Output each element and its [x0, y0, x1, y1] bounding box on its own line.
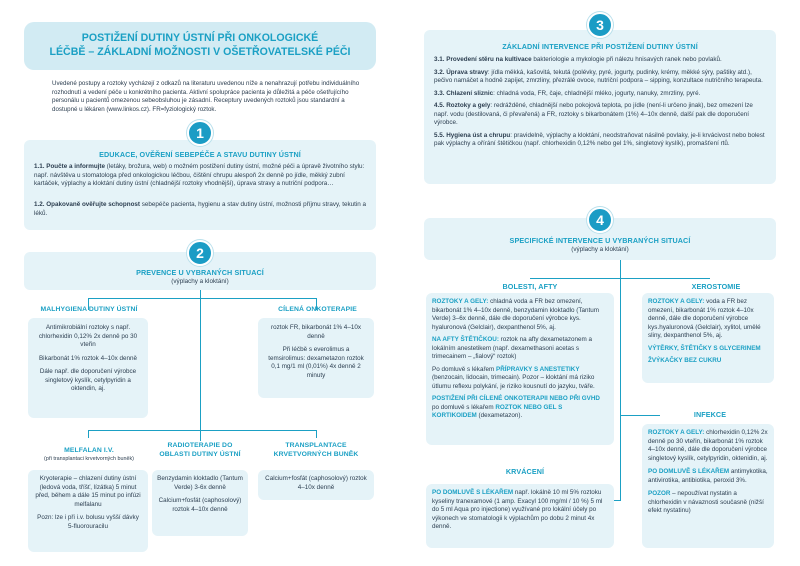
- bolesti-title: BOLESTI, AFTY: [502, 282, 558, 291]
- melfalan-item: Pozn: lze i při i.v. bolusu vyšší dávky 5-fluorouracilu: [37, 514, 139, 530]
- bolesti-p3: Po domluvě s lékařem PŘÍPRAVKY S ANESTETIKY (benzocain, lidocain, trimecain). Pozor – kloktání má riziko útlumu reflexu polykání, je riziko kousnutí do jazyku, tváře.: [432, 365, 595, 390]
- xerostomie-p3: ŽVÝKAČKY BEZ CUKRU: [648, 357, 722, 364]
- connector: [620, 415, 660, 416]
- connector: [200, 290, 201, 430]
- cilena-title: CÍLENÁ ONKOTERAPIE: [278, 306, 357, 313]
- malhygiena-box: [28, 318, 148, 418]
- section-2-title: PREVENCE U VYBRANÝCH SITUACÍ: [136, 268, 264, 277]
- section-3-item: 5.5. Hygiena úst a chrupu: pravidelně, výplachy a kloktání, neodstraňovat násilně povlaky, je-li krvácivost nebo bolest pak výplachy a ořírání štětičkou (např. chlorhexidin 0,12% nebo gel 1%, singletový kyslík), promašťení rtů.: [434, 131, 765, 147]
- krvaceni-title: KRVÁCENÍ: [505, 467, 545, 476]
- infekce-p2: PO DOMLUVĚ S LÉKAŘEM antimykotika, antivirotika, antibiotika, peroxid 3%.: [648, 468, 768, 484]
- infekce-p3: POZOR – nepoužívat nystatin a chlorhexidin v návaznosti současně (nižší efekt nystatinu): [648, 490, 764, 514]
- connector: [316, 430, 317, 438]
- section-3-item: 3.2. Úprava stravy: jídla měkká, kašovitá, tekutá (polévky, pyré, jogurty, pudinky, krémy, měkké sýry, paštiky atd.), pečivo namáčet a hodně zapíjet, zmrzliny, přezrálé ovoce, nutriční podpora – sipping, konzultace nutričního terapeuta.: [434, 68, 763, 84]
- cilena-item: roztok FR, bikarbonát 1% 4–10x denně: [271, 324, 361, 340]
- krvaceni-box: PO DOMLUVĚ S LÉKAŘEM např. lokálně 10 ml 5% roztoku kyseliny tranexamové (1 amp. Exacyl 100 mg/ml / 10 %) 5 ml do 5 ml Aqua pro injectione) využívané pro lokální účely po výkonech ve stomatologii k výplachům po dobu 2 minut 4x denně.: [426, 484, 614, 548]
- section-1-p1: 1.1. Poučte a informujte (letáky, brožura, web) o možném postižení dutiny ústní, možné péči a úpravě životního stylu: např. návštěva u stomatologa před onkologickou léčbou, čištění chrupu alespoň 2x denně po jídle, měkký zubní kartáček, výplachy a kloktání dutiny ústní (chladnější roztoky vhodnější), úprava stravy a nutriční podpora…: [34, 163, 365, 187]
- radioterapie-item: Benzydamin kloktadlo (Tantum Verde) 3-6x denně: [157, 475, 243, 491]
- malhygiena-item: Dále např. dle doporučení výrobce singletový kyslík, cetylpyridin a oktendin, aj.: [39, 368, 137, 392]
- melfalan-box: [28, 470, 148, 552]
- cilena-box: [258, 318, 374, 398]
- radioterapie-item: Calcium+fosfát (caphosolový) roztok 4–10x denně: [158, 497, 242, 513]
- connector: [88, 430, 316, 431]
- section-3-item: 3.1. Provedení stěru na kultivace bakteriologie a mykologie při nálezu hnisavých ranek nebo povlaků.: [434, 56, 722, 63]
- section-2-subtitle: (výplachy a kloktání): [171, 278, 229, 285]
- section-4-number: 4: [587, 207, 613, 233]
- melfalan-subtitle: (při transplantaci krvetvorných buněk): [44, 456, 134, 462]
- infekce-p1: ROZTOKY A GELY: chlorhexidin 0,12% 2x denně po 30 vteřin, bikarbonát 1% roztok 4–10x denně, dále dle doporučení výrobce singletový kyslík, cetylpyridin, oktenidin, aj.: [648, 429, 768, 462]
- melfalan-title: MELFALAN I.V.: [64, 447, 114, 454]
- page-title: POSTIŽENÍ DUTINY ÚSTNÍ PŘI ONKOLOGICKÉ LÉČBĚ – ZÁKLADNÍ MOŽNOSTI V OŠETŘOVATELSKÉ PÉČI: [49, 32, 351, 58]
- section-3-title: ZÁKLADNÍ INTERVENCE PŘI POSTIŽENÍ DUTINY ÚSTNÍ: [502, 42, 698, 51]
- section-1-title: EDUKACE, OVĚŘENÍ SEBEPÉČE A STAVU DUTINY ÚSTNÍ: [99, 150, 301, 159]
- malhygiena-item: Bikarbonát 1% roztok 4–10x denně: [38, 354, 138, 362]
- xerostomie-p1: ROZTOKY A GELY: voda a FR bez omezení, bikarbonát 1% roztok 4–10x denně, dále dle doporučení výrobce kys.hyaluronová (Gelclair), xylitol, umělé sliny, dexpanthenol 5%, aj.: [648, 298, 761, 339]
- transplantace-item: Calcium+fosfát (caphosolový) roztok 4–10x denně: [265, 475, 367, 491]
- infekce-box: [642, 424, 774, 548]
- intro-text: Uvedené postupy a roztoky vycházejí z odkazů na literaturu uvedenou níže a nenahrazují potřebu individuálního rozhodnutí a vedení péče u konkrétního pacienta. Aktivní spolupráce pacienta je důležitá a péče ošetřujícího personálu u pacientů omezenou sebeobsluhou je zásadní. Receptury uvedených roztoků jsou standardní a dostupné u lékáren (www.linkos.cz). FR=fyziologický roztok.: [52, 80, 360, 113]
- section-3-number: 3: [587, 12, 613, 38]
- section-3-item: 3.3. Chlazení sliznic: chladná voda, FR, čaje, chladnější mléko, jogurty, nanuky, zmrzliny, pyré.: [434, 89, 701, 97]
- section-4-title: SPECIFICKÉ INTERVENCE U VYBRANÝCH SITUACÍ: [509, 236, 691, 245]
- melfalan-item: Kryoterapie – chlazení dutiny ústní (ledová voda, tříšť, lízátka) 5 minut před, během a dále 15 minut po infúzi melfalanu: [35, 475, 141, 508]
- bolesti-p1: ROZTOKY A GELY: chladná voda a FR bez omezení, bikarbonát 1% 4–10x denně, benzydamin kloktadlo (Tantum Verde) 3–6x denně, dále dle doporučení výrobce kys. hyaluronová (Gelclair), dexpanthenol 5%, aj.: [432, 298, 599, 331]
- connector: [620, 260, 621, 500]
- malhygiena-title: MALHYGIENA DUTINY ÚSTNÍ: [40, 306, 138, 313]
- title-box: [24, 22, 376, 70]
- radioterapie-title: RADIOTERAPIE DO OBLASTI DUTINY ÚSTNÍ: [159, 442, 241, 458]
- infekce-title: INFEKCE: [693, 410, 727, 419]
- xerostomie-title: XEROSTOMIE: [691, 282, 741, 291]
- bolesti-p2: NA AFTY ŠTĚTIČKOU: roztok na afty dexametazonem a lokálním anestetikem (např. dexamethasoni acetas s trimecainem – „fialový“ roztok): [432, 336, 593, 360]
- connector: [88, 430, 89, 438]
- section-1-p2: 1.2. Opakovaně ověřujte schopnost sebepéče pacienta, hygienu a stav dutiny ústní, možnosti příjmu stravy, tekutin a léků.: [34, 201, 367, 217]
- xerostomie-box: [642, 293, 774, 383]
- section-1-number: 1: [187, 120, 213, 146]
- section-3-list: [434, 56, 768, 149]
- cilena-item: Při léčbě s everolimus a temsirolimus: dexametazon roztok 0,1 mg/1 ml (0,01%) 4x denně 2 minuty: [268, 346, 364, 379]
- transplantace-box: [258, 470, 374, 500]
- section-4-subtitle: (výplachy a kloktání): [571, 246, 629, 253]
- connector: [200, 431, 201, 441]
- bolesti-p4: POSTIŽENÍ PŘI CÍLENÉ ONKOTERAPII NEBO PŘI GVHD po domluvě s lékařem ROZTOK NEBO GEL S KORTIKOIDEM (dexametazon).: [432, 395, 600, 419]
- section-3-item: 4.5. Roztoky a gely: redrážděné, chladnější nebo pokojová teplota, po jídle (není-li určeno jinak), bez omezení lze např. vodu (destilovaná, či převařená) a FR, roztoky s bikarbonátem (1%) 4–10x denně, další pak dle doporučení výrobce.: [434, 102, 753, 126]
- connector: [88, 298, 316, 299]
- transplantace-title: TRANSPLANTACE KRVETVORNÝCH BUNĚK: [273, 442, 359, 458]
- bolesti-box: [426, 293, 614, 445]
- malhygiena-item: Antimikrobiální roztoky s např. chlorhexidin 0,12% 2x denně po 30 vteřin: [38, 324, 138, 348]
- radioterapie-box: [152, 470, 248, 536]
- section-2-number: 2: [187, 240, 213, 266]
- xerostomie-p2: VÝTĚRKY, ŠTĚTIČKY S GLYCERINEM: [648, 344, 761, 352]
